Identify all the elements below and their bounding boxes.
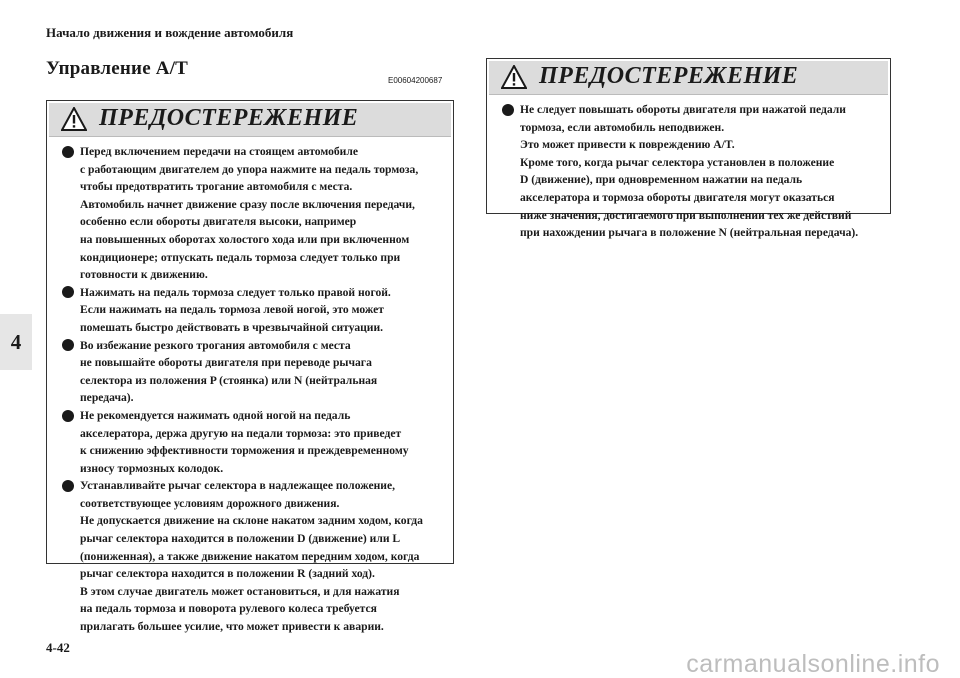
bullet-icon bbox=[62, 146, 74, 158]
warning-item-line: помешать быстро действовать в чрезвычайной ситуации. bbox=[80, 320, 384, 334]
warning-item-line: рычаг селектора находится в положении R (задний ход). bbox=[80, 567, 375, 581]
section-code: E00604200687 bbox=[388, 76, 443, 85]
warning-item-line: рычаг селектора находится в положении D (движение) или L bbox=[80, 532, 401, 546]
warning-item-line: передача). bbox=[80, 391, 134, 405]
warning-item-line: тормоза, если автомобиль неподвижен. bbox=[520, 120, 725, 134]
warning-item-line: чтобы предотвратить трогание автомобиля с места. bbox=[80, 180, 353, 194]
warning-item bbox=[501, 101, 882, 242]
warning-item-line: Перед включением передачи на стоящем автомобиле bbox=[80, 145, 358, 158]
warning-item-line: Не рекомендуется нажимать одной ногой на педаль bbox=[80, 408, 351, 422]
warning-item-line: на повышенных оборотах холостого хода или при включенном bbox=[80, 232, 410, 246]
warning-item-line: Не следует повышать обороты двигателя при нажатой педали bbox=[520, 103, 846, 116]
bullet-icon bbox=[62, 339, 74, 351]
warning-header bbox=[489, 61, 888, 95]
warning-item bbox=[61, 284, 445, 337]
warning-box-right bbox=[486, 58, 891, 240]
warning-item-line: кондиционере; отпускать педаль тормоза следует только при bbox=[80, 250, 401, 264]
warning-box-left bbox=[46, 100, 454, 634]
bullet-icon bbox=[502, 104, 514, 116]
warning-triangle-icon bbox=[501, 65, 527, 89]
warning-item-line: Это может привести к повреждению A/T. bbox=[520, 138, 735, 152]
warning-item-line: В этом случае двигатель может остановиться, и для нажатия bbox=[80, 584, 400, 598]
warning-item-line: не повышайте обороты двигателя при переводе рычага bbox=[80, 356, 372, 370]
warning-title: ПРЕДОСТЕРЕЖЕНИЕ bbox=[539, 63, 799, 89]
page-number: 4-42 bbox=[46, 640, 70, 655]
warning-item-line: к снижению эффективности торможения и преждевременному bbox=[80, 444, 409, 458]
watermark: carmanualsonline.info bbox=[686, 650, 940, 678]
warning-item-line: с работающим двигателем до упора нажмите на педаль тормоза, bbox=[80, 162, 419, 176]
warning-item bbox=[61, 407, 445, 477]
warning-item-line: (пониженная), а также движение накатом передним ходом, когда bbox=[80, 549, 420, 563]
warning-header bbox=[49, 103, 451, 137]
warning-item-line: особенно если обороты двигателя высоки, например bbox=[80, 215, 357, 229]
warning-item-line: Во избежание резкого трогания автомобиля с места bbox=[80, 338, 351, 352]
warning-item-line: Устанавливайте рычаг селектора в надлежащее положение, bbox=[80, 479, 396, 493]
warning-item bbox=[61, 337, 445, 407]
warning-item-line: готовности к движению. bbox=[80, 268, 208, 282]
warning-body bbox=[487, 97, 890, 242]
warning-item-line: прилагать большее усилие, что может привести к аварии. bbox=[80, 620, 384, 634]
warning-item-line: Если нажимать на педаль тормоза левой ногой, это может bbox=[80, 303, 384, 317]
bullet-icon bbox=[62, 410, 74, 422]
warning-item-line: износу тормозных колодок. bbox=[80, 461, 224, 475]
warning-item-line: ниже значения, достигаемого при выполнении тех же действий bbox=[520, 208, 852, 222]
warning-item-line: D (движение), при одновременном нажатии на педаль bbox=[520, 173, 803, 187]
bullet-icon bbox=[62, 480, 74, 492]
warning-item-line: на педаль тормоза и поворота рулевого колеса требуется bbox=[80, 602, 377, 616]
bullet-icon bbox=[62, 286, 74, 298]
warning-item-line: акселератора и тормоза обороты двигателя могут оказаться bbox=[520, 190, 835, 204]
warning-item bbox=[61, 477, 445, 635]
warning-item-line: акселератора, держа другую на педали тормоза: это приведет bbox=[80, 426, 402, 440]
warning-item-line: Автомобиль начнет движение сразу после включения передачи, bbox=[80, 197, 415, 211]
warning-item-line: Не допускается движение на склоне накатом задним ходом, когда bbox=[80, 514, 423, 528]
warning-item bbox=[61, 143, 445, 284]
warning-item-line: при нахождении рычага в положение N (нейтральная передача). bbox=[520, 226, 859, 240]
warning-item-line: Нажимать на педаль тормоза следует только правой ногой. bbox=[80, 285, 391, 299]
section-title: Управление A/T bbox=[46, 58, 189, 79]
warning-title: ПРЕДОСТЕРЕЖЕНИЕ bbox=[99, 105, 359, 131]
warning-item-line: Кроме того, когда рычаг селектора установлен в положение bbox=[520, 155, 835, 169]
chapter-tab bbox=[0, 314, 32, 370]
warning-body bbox=[47, 139, 453, 636]
warning-item-line: селектора из положения P (стоянка) или N (нейтральная bbox=[80, 373, 378, 387]
warning-item-line: соответствующее условиям дорожного движения. bbox=[80, 496, 340, 510]
chapter-tab-number: 4 bbox=[10, 329, 22, 354]
warning-triangle-icon bbox=[61, 107, 87, 131]
running-header: Начало движения и вождение автомобиля bbox=[46, 25, 294, 40]
